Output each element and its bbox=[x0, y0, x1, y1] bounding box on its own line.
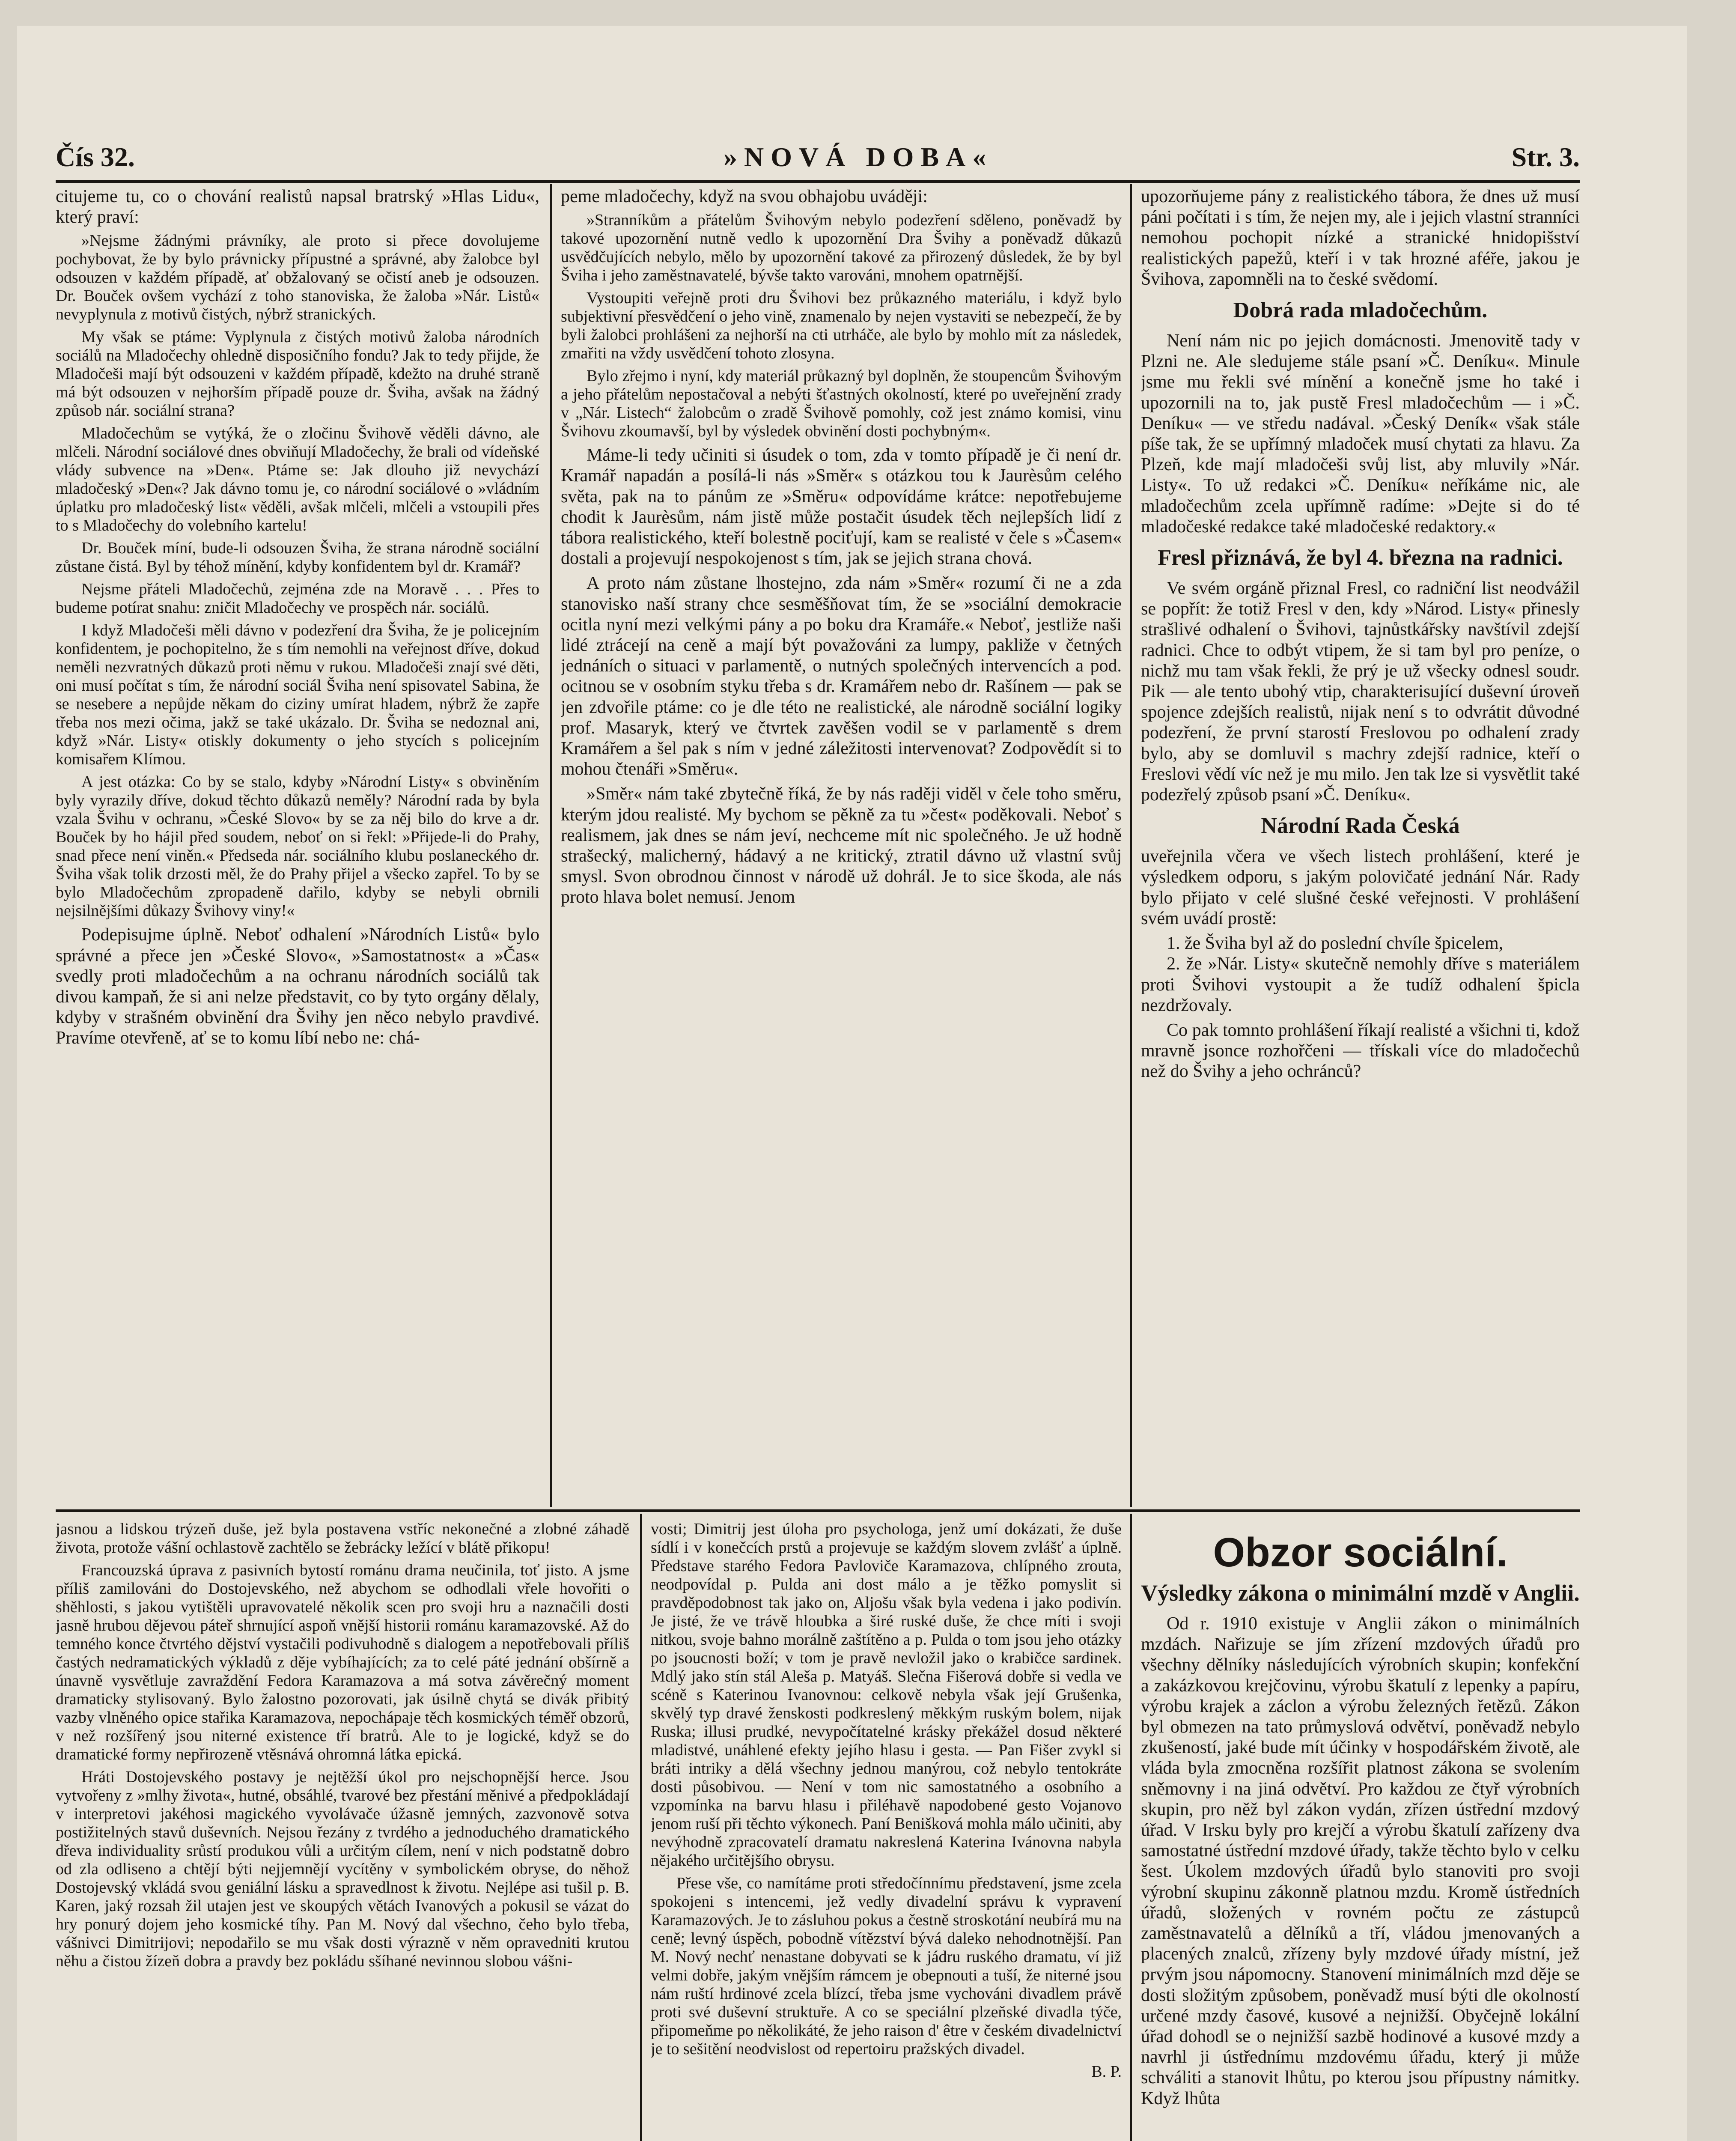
newspaper-title: »NOVÁ DOBA« bbox=[724, 142, 993, 172]
paragraph: Co pak tomnto prohlášení říkají realisté a všichni ti, kdož mravně jsonce rozhořčeni — třískali více do mladočechů než do Švihy a jeho ochránců? bbox=[1141, 1020, 1580, 1082]
article-heading: Národní Rada Česká bbox=[1261, 814, 1460, 838]
quote-paragraph: A jest otázka: Co by se stalo, kdyby »Národní Listy« s obviněním byly vyrazily dříve, dokud těchto důkazů neměly? Národní rada by byla vzala Švihu v ochranu, »České Slovo« by se za něj bilo do krve a dr. Bouček by ho hájil před soudem, neboť on si řekl: »Přijede-li do Prahy, snad přece není viněn.« Předseda nár. sociálního klubu poslaneckého dr. Šviha však tolik drzosti měl, že do Prahy přijel a všecko zapřel. To by se bylo Mladočechům zpropadeně dařilo, kdyby se nebyli obrnili nejsilnějšími důkazy Švihovy viny!« bbox=[56, 773, 539, 920]
quote-paragraph: Nejsme přáteli Mladočechů, zejména zde na Moravě . . . Přes to budeme potírat snahu: zničit Mladočechy ve prospěch nár. sociálů. bbox=[56, 580, 539, 617]
article-heading: Fresl přiznává, že byl 4. března na radnici. bbox=[1158, 546, 1563, 570]
section-divider bbox=[56, 1509, 1580, 1512]
paragraph: jasnou a lidskou trýzeň duše, jež byla postavena vstříc nekonečné a zlobné záhadě života, protože vášní ochlastově zachtělo se žebrácky ležící v blátě přikopu! bbox=[56, 1520, 629, 1557]
column-divider bbox=[1130, 184, 1132, 1507]
social-review-column bbox=[1141, 1520, 1580, 2141]
section-title: Obzor sociální. bbox=[1213, 1530, 1508, 1575]
paragraph: Hráti Dostojevského postavy je nejtěžší úkol pro nejschopnější herce. Jsou vytvořeny z »mlhy života«, hutné, obsáhlé, tvarové bez přestání měnivé a předpokládají v interpretovi jakéhosi magického vyvolávače úžasně jemných, zazvonově sotva postižitelných stavů duševních. Nejsou řezány z tvrdého a jednoduchého dramatického dřeva individuality srůstí produkou vůli a určitým cílem, není v nich podstatně dobro od zla odliseno a chtějí býti nejjemnějí vycítěny v symbolickém obryse, do něhož Dostojevský vkládá svou geniální lásku a spravedlnost k životu. Nejlépe asi tušil p. B. Karen, jaký rozsah žil utajen jest ve skoupých větách Ivanových a pokusil se vázat do hry ponurý dojem jeho kosmické tíhy. Pan M. Nový dal všechno, čeho bylo třeba, vášnivci Dimitrijovi; nepodařilo se mu však dosti výrazně v něm opravedniti krutou něhu a čistou žízeň dobra a pravdy bez pokládu sšíhané nevinnou slobou vášni- bbox=[56, 1768, 629, 1970]
column-divider bbox=[640, 1514, 642, 2141]
paragraph: Máme-li tedy učiniti si úsudek o tom, zda v tomto případě je či není dr. Kramář napadán a posílá-li nás »Směr« s otázkou tou k Jaurèsům celého světa, pak na to pánům ze »Směru« odpovídáme krátce: nepotřebujeme chodit k Jaurèsům, nám jistě může postačit úsudek těch nejlepších lidí z tábora realistického, kteří bolestně pociťují, kam se realisté v čele s »Časem« dostali a projevují nespokojenost s tím, jak se jejich strana chová. bbox=[561, 445, 1122, 569]
paragraph: Francouzská úprava z pasivních bytostí románu drama neučinila, toť jisto. A jsme příliš zamilováni do Dostojevského, než abychom se odhodlali vřele hovořiti o shěhlosti, s jakou vytištěli upravovatelé několik scen pro svoji hru a naznačili dosti jasně hrubou dějevou páteř shrnující aspoň vnější historii románu karamazovské. Až do temného konce čtvrtého dějství vystačili podivuhodně s dialogem a nepotřebovali příliš častých nedramatických výkladů z děje vybíhajících; za to celé páté jednání obšírně a únavně vysvětluje zavraždění Fedora Karamazova a má sotva závěrečný moment dramaticky stylisovaný. Bylo žalostno pozorovati, jak úsilně chytá se divák přibitý vazby vlněného opice stařika Karamazova, nepochápaje těch kosmických téměř obzorů, v než rozšířený jsou niterné existence tří bratrů. Ale to je logické, když se do dramatické formy nepřirozeně vtěsnává ohromná látka epická. bbox=[56, 1561, 629, 1763]
quote-paragraph: Dr. Bouček míní, bude-li odsouzen Šviha, že strana národně sociální zůstane čistá. Byl by téhož mínění, kdyby konfidentem byl dr. Kramář? bbox=[56, 539, 539, 576]
paragraph: »Směr« nám také zbytečně říká, že by nás raději viděl v čele toho směru, kterým jdou realisté. My bychom se pěkně za tu »čest« poděkovali. Neboť s realismem, jak dnes se nám jeví, nechceme mít nic společného. Je už hodně strašecký, malicherný, hádavý a ne kritický, ztratil dávno už vlastní svůj smysl. Svon obrodnou činnost v národě už dohrál. Je to sice škoda, ale nás proto hlava bolet nemusí. Jenom bbox=[561, 784, 1122, 907]
quote-paragraph: Vystoupiti veřejně proti dru Švihovi bez průkazného materiálu, i když bylo subjektivní přesvědčení o jeho vině, znamenalo by nejen vystaviti se nebezpečí, že by byli žalobci prohlášeni za nejhorší na cti utrháče, ale bylo by mohlo mít za následek, zmařiti na vždy usvědčení tohoto zlosyna. bbox=[561, 289, 1122, 363]
paragraph: Od r. 1910 existuje v Anglii zákon o minimálních mzdách. Nařizuje se jím zřízení mzdových úřadů pro všechny dělníky následujících výrobních skupin; konfekční a zakázkovou krejčovinu, výrobu škatulí z lepenky a papíru, výrobu krajek a záclon a výrobu železných řetězů. Zákon byl obmezen na tato průmyslová odvětví, poněvadž nebylo zkušeností, jaké bude mít účinky v hospodářském životě, ale vláda byla zmocněna rozšířit platnost zákona se svolením sněmovny i na jiná odvětví. Pro každou ze čtyř výrobních skupin, pro něž byl zákon vydán, zřízen ústřední mzdový úřad. V Irsku byly pro krejčí a výrobu škatulí zařízeny dva samostatné ústřední mzdové úřady, takže těchto bylo v celku šest. Úkolem mzdových úřadů bylo stanoviti pro svoji výrobní skupinu zákonně platnou mzdu. Kromě ústředních úřadů, složených v rovném počtu ze zástupců zaměstnavatelů a dělníků a tří, vládou jmenovaných a placených znalců, zřízeny byly mzdové úřady místní, jež prvým jsou nápomocny. Stanovení minimálních mzd děje se dosti složitým způsobem, poněvadž musí býti dle okolností určené mzdy časové, kusové a nejnižší. Obyčejně lokální úřad dohodl se o nejnižší sazbě hodinové a kusové mzdy a navrhl ji ústřednímu mzdovému úřadu, který ji může schváliti a stanovit lhůtu, po kterou jsou přípustny námitky. Když lhůta bbox=[1141, 1614, 1580, 2108]
article-heading: Dobrá rada mladočechům. bbox=[1233, 298, 1488, 323]
paragraph: Ve svém orgáně přiznal Fresl, co radniční list neodvážil se popřít: že totiž Fresl v den, kdy »Národ. Listy« přinesly strašlivé odhalení o Švihovi, tajnůstkářsky navštívil zdejší radnici. Chce to odbýt vtipem, že si tam byl pro peníze, o nichž mu tam však řekli, že prý je už všecky odnesl soudr. Pik — ale tento ubohý vtip, charakterisující duševní úroveň spojence zdejších realistů, nijak není s to odvrátit důvodné podezření, že první starostí Freslovou po odhalení zrady bylo, aby se domluvil s machry zdejší radnice, kteří o Freslovi vědí víc než je mu milo. Jen tak lze si vysvětlit také podezřelý způsob psaní »Č. Deníku«. bbox=[1141, 578, 1580, 805]
column-divider bbox=[550, 184, 552, 1507]
column-1 bbox=[56, 186, 539, 1505]
quote-paragraph: Mladočechům se vytýká, že o zločinu Švihově věděli dávno, ale mlčeli. Národní sociálové dnes obviňují Mladočechy, že brali od vídeňské vlády subvence na »Den«. Ptáme se: Jak dlouho již nevychází mladočeský »Den«? Jak dávno tomu je, co národní sociálové o »vládním úplatku pro mladočeský list« věděli, avšak mlčeli, mlčeli a vstoupili přes to s Mladočechy do volebního kartelu! bbox=[56, 424, 539, 535]
feuilleton-column-1 bbox=[56, 1520, 629, 2141]
paragraph: Podepisujme úplně. Neboť odhalení »Národních Listů« bylo správné a přece jen »České Slovo«, »Samostatnost« a »Čas« svedly proti mladočechům a na ochranu národních sociálů tak divou kampaň, že si ani nelze představit, co by tyto orgány dělaly, kdyby v strašném obvinění dra Švihy jen něco nebylo pravdivé. Pravíme otevřeně, ať se to komu líbí nebo ne: chá- bbox=[56, 925, 539, 1048]
article-heading: Výsledky zákona o minimální mzdě v Anglii. bbox=[1141, 1580, 1580, 1606]
quote-paragraph: I když Mladočeši měli dávno v podezření dra Šviha, že je policejním konfidentem, je pochopitelno, že s tím nemohli na veřejnost dříve, dokud neměli nezvratných důkazů proti němu v rukou. Mladočeši znají své děti, oni musí počítat s tím, že národní sociál Šviha není spisovatel Sabina, že se nesebere a nepůjde někam do ciziny umírat hladem, nýbrž že zapře třeba nos mezi očima, jakž se také ukázalo. Dr. Šviha se nedoznal ani, když »Nár. Listy« otiskly dokumenty o jeho stycích s policejním komisařem Klímou. bbox=[56, 621, 539, 769]
list-item: 1. že Šviha byl až do poslední chvíle špicelem, bbox=[1167, 933, 1504, 954]
quote-paragraph: My však se ptáme: Vyplynula z čistých motivů žaloba národních sociálů na Mladočechy ohledně disposičního fondu? Jak to tedy přijde, že Mladočeši mají být odsouzeni v každém případě, kdežto na druhé straně má být odsouzen v nejhorším případě pouze dr. Šviha, avšak na žádný způsob nár. sociální strana? bbox=[56, 328, 539, 420]
quote-paragraph: »Nejsme žádnými právníky, ale proto si přece dovolujeme pochybovat, že by bylo právnicky přípustné a správné, aby žalobce byl odsouzen v každém případě, ať obžalovaný se očistí aneb je odsouzen. Dr. Bouček ovšem vychází z toho stanoviska, že žaloba »Nár. Listů« nevyplynula z motivů čistých, nýbrž stranických. bbox=[56, 232, 539, 324]
newspaper-page bbox=[17, 26, 1687, 2141]
paragraph: A proto nám zůstane lhostejno, zda nám »Směr« rozumí či ne a zda stanovisko naší strany chce sesměšňovat tím, že se »sociální demokracie ocitla nyní mezi velkými pány a po boku dra Kramáře.« Neboť, jestliže naši lidé ztrácejí na ceně a mají být považováni za lumpy, pakliže v četných jednáních o situaci v parlamentě, o nutných společných intervencích a pod. ocitnou se v osobním styku třeba s dr. Kramářem nebo dr. Rašínem — pak se jen zdvořile ptáme: co je dle této ne realistické, ale národně sociální logiky prof. Masaryk, který ve čtvrtek zavěšen vodil se v parlamentě s drem Kramářem a šel pak s ním v jedné záležitosti intervenovat? Zodpovědít si to mohou čtenáři »Směru«. bbox=[561, 573, 1122, 779]
list-item: 2. že »Nár. Listy« skutečně nemohly dříve s materiálem proti Švihovi vystoupit a že tudíž odhalení špicla nezdržovaly. bbox=[1141, 954, 1580, 1015]
author-signature: B. P. bbox=[1091, 2063, 1122, 2081]
page-header bbox=[56, 133, 1580, 183]
column-divider bbox=[1130, 1514, 1132, 2141]
column-3 bbox=[1141, 186, 1580, 1505]
page-number-left: Čís 32. bbox=[56, 142, 135, 172]
quote-paragraph: Bylo zřejmo i nyní, kdy materiál průkazný byl doplněn, že stoupencům Švihovým a jeho přátelům nepostačoval a nebýti šťastných okolností, které po uveřejnění zrady v „Nár. Listech“ žalobcům o zradě Švihově pomohly, což jest známo komisi, vinu Švihovu zkoumavší, byl by výsledek obvinění dosti pochybným«. bbox=[561, 367, 1122, 441]
quote-paragraph: »Stranníkům a přátelům Švihovým nebylo podezření sděleno, poněvadž by takové upozornění nutně vedlo k upozornění Dra Švihy a poněvadž důkazů usvědčujících nebylo, mělo by upozornění takové za přirozený důsledek, že by byl Šviha i jeho zaměstnavatelé, bývše takto varováni, mnohem opatrnější. bbox=[561, 211, 1122, 285]
paragraph: vosti; Dimitrij jest úloha pro psychologa, jenž umí dokázati, že duše sídlí i v konečcích prstů a projevuje se každým slovem zvlášť a úplně. Představe starého Fedora Pavloviče Karamazova, chlípného zrouta, neodpovídal p. Pulda ani dost málo a je těžko pomyslit si pravděpodobnost tak jako on, Aljošu však byla vedena i jako podivín. Je jisté, že ve trávě hloubka a širé ruské duše, že chce míti i svoji nitkou, svoje bahno morálně zaštítěno a p. Pulda o tom jsou jeho otázky po jsoucnosti boží; v tom je pravě nevložil jako o krabičce sardinek. Mdlý jako stín stál Aleša p. Matyáš. Slečna Fišerová dobře si vedla ve scéně s Katerinou Ivanovnou: celkově nebyla však její Grušenka, skvělý typ dravé ženskosti podkreslený měkkým ruským bolem, nijak Ruska; illusi prudké, nevypočítatelné krásky překážel dosud některé mladistvé, unáhlené efekty jejího hlasu i gesta. — Pan Fišer zvykl si bráti intriky a dělá všechny jednou manýrou, což nebylo tentokráte dosti působivou. — Není v tom nic samostatného a osobního a vzpomínka na barvu hlasu i přiléhavě napodobené gesto Vojanovo jenom ruší při těchto výkonech. Paní Benišková mohla málo učiniti, aby nevýhodně zpracovatelí dramatu nakreslená Katerina Ivánovna nabyla nějakého určitějšího obrysu. bbox=[651, 1520, 1122, 1870]
paragraph: Není nám nic po jejich domácnosti. Jmenovitě tady v Plzni ne. Ale sledujeme stále psaní »Č. Deníku«. Minule jsme mu řekli své mínění a konečně jsme ho také i upozornili na to, jak pustě Fresl mladočechům — i »Č. Deníku« — ve středu nadával. »Český Deník« však stále píše tak, že se upřímný mladoček musí chytati za hlavu. Za Plzeň, kde mají mladočeši svůj list, aby mluvily »Nár. Listy«. To už redakci »Č. Deníku« neříkáme nic, ale mladočechům zcela upřímně radíme: »Dejte si do té mladočeské redakce také mladočeské redaktory.« bbox=[1141, 331, 1580, 537]
paragraph: citujeme tu, co o chování realistů napsal bratrský »Hlas Lidu«, který praví: bbox=[56, 187, 539, 227]
paragraph: uveřejnila včera ve všech listech prohlášení, které je výsledkem odporu, s jakým polovičaté jednání Nár. Rady bylo přijato v celé slušné české veřejnosti. V prohlášení svém uvádí prostě: bbox=[1141, 847, 1580, 928]
page-number-right: Str. 3. bbox=[1511, 142, 1580, 172]
feuilleton-column-2 bbox=[651, 1520, 1122, 2141]
paragraph: upozorňujeme pány z realistického tábora, že dnes už musí páni počítati i s tím, že nejen my, ale i jejich vlastní stranníci nemohou pochopit nízké a stranické hnidopišství realistických papežů, kteří i v tak hrozné aféře, jakou je Švihova, zapomněli na to české svědomí. bbox=[1141, 187, 1580, 289]
paragraph: peme mladočechy, když na svou obhajobu uváději: bbox=[561, 187, 928, 206]
list bbox=[1141, 933, 1580, 1016]
paragraph: Přese vše, co namítáme proti středočínnímu představení, jsme zcela spokojeni s intencemi, jež vedly divadelní správu k vypravení Karamazových. Je to zásluhou pokus a čestně stroskotání neubírá mu na ceně; levný úspěch, pobodně vítězství bývá daleko nehodnotnější. Pan M. Nový nechť nenastane dobyvati se k jádru ruského dramatu, ví již velmi dobře, jakým vnějším rámcem je obepnouti a tuší, že niterné jsou nám ruští hrdinové zcela blízcí, třeba jsme vychováni divadlem právě proti své duševní struktuře. A co se speciální plzeňské divadla týče, připomeňme po několikáté, že jeho raison d' être v českém divadelnictví je to sešitění neodvislost od repertoiru pražských divadel. bbox=[651, 1874, 1122, 2058]
column-2 bbox=[561, 186, 1122, 1505]
